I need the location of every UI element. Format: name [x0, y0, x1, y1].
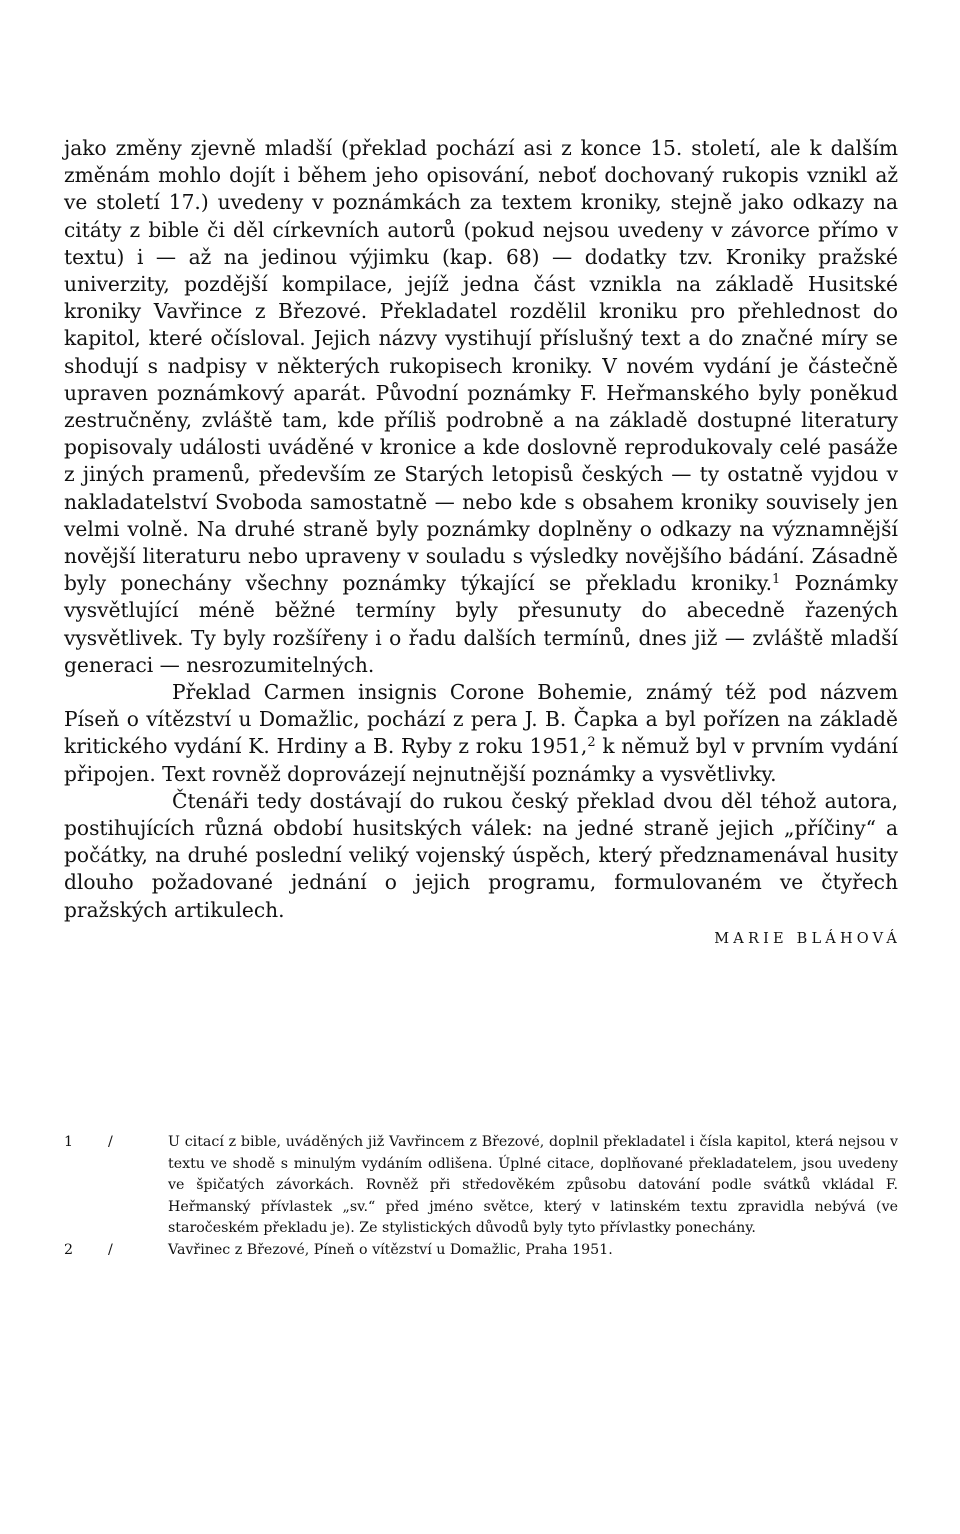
author-signature: MARIE BLÁHOVÁ — [714, 930, 901, 947]
main-text — [64, 135, 901, 953]
paragraph-1-text-a: jako změny zjevně mladší (překlad pochází asi z konce 15. století, ale k dalším změnám mohlo dojít i během jeho opisování, neboť dochovaný rukopis vznikl až ve století 17.) uvedeny v poznámkách za textem kroniky, stejně jako odkazy na citáty z bible či děl církevních autorů (pokud nejsou uvedeny v závorce přímo v textu) i — až na jedinou výjimku (kap. 68) — dodatky tzv. Kroniky pražské univerzity, pozdější kompilace, jejíž jedna část vznikla na základě Husitské kroniky Vavřince z Březové. Překladatel rozdělil kroniku pro přehlednost do kapitol, které očísloval. Jejich názvy vystihují příslušný text a do značné míry se shodují s nadpisy v některých rukopisech kroniky. V novém vydání je částečně upraven poznámkový aparát. Původní poznámky F. Heřmanského byly poněkud zestručněny, zvláště tam, kde příliš podrobně a na základě dostupné literatury popisovaly události uváděné v kronice a kde doslovně reprodukovaly celé pasáže z jiných pramenů, především ze Starých letopisů českých — ty ostatně vyjdou v nakladatelství Svoboda samostatně — nebo kde s obsahem kroniky souvisely jen velmi volně. Na druhé straně byly poznámky doplněny o odkazy na významnější novější literaturu nebo upraveny v souladu s výsledky novějšího bádání. Zásadně byly ponechány všechny poznámky týkající se překladu kroniky. — [64, 136, 898, 596]
footnote-reference-2: 2 — [587, 735, 596, 751]
paragraph-1-text-b: Poznámky vysvětlující méně běžné termíny byly přesunuty do abecedně řazených vysvětlivek. Ty byly rozšířeny i o řadu dalších termínů, dnes již — zvláště mladší generaci — nesrozumitelných. — [64, 571, 898, 677]
paragraph-1 — [64, 135, 898, 679]
footnote-separator: / — [108, 1241, 113, 1258]
paragraph-2-text-a: Překlad Carmen insignis Corone Bohemie, známý též pod názvem Píseň o vítězství u Domažlic, pochází z pera J. B. Čapka a byl pořízen na základě kritického vydání K. Hrdiny a B. Ryby z roku 1951, — [64, 680, 898, 759]
footnote-text: Vavřinec z Březové, Píneň o vítězství u Domažlic, Praha 1951. — [168, 1241, 613, 1258]
footnote-number: 1 — [64, 1134, 74, 1150]
paragraph-2-text-b: k němuž byl v prvním vydání připojen. Text rovněž doprovázejí nejnutnější poznámky a vysvětlivky. — [64, 734, 898, 786]
footnote-separator: / — [108, 1134, 113, 1150]
footnotes — [64, 1132, 898, 1262]
paragraph-2 — [64, 679, 898, 788]
paragraph-3: Čtenáři tedy dostávají do rukou český překlad dvou děl téhož autora, postihujících různá období husitských válek: na jedné straně jejich „příčiny“ a počátky, na druhé poslední veliký vojenský úspěch, který předznamenával husity dlouho požadované jednání o jejich programu, formulovaném ve čtyřech pražských artikulech. — [64, 788, 898, 922]
footnote — [64, 1132, 898, 1240]
footnote — [64, 1240, 898, 1262]
footnote-number: 2 — [64, 1241, 74, 1258]
footnote-text: U citací z bible, uváděných již Vavřincem z Březové, doplnil překladatel i čísla kapitol, která nejsou v textu ve shodě s minulým vydáním odlišena. Úplné citace, doplňované překladatelem, jsou uvedeny ve špičatých závorkách. Rovněž při středověkém způsobu datování podle svátků vkládal F. Heřmanský přívlastek „sv.“ před jméno světce, který v latinském textu zpravidla nebývá (ve staročeském překladu je). Ze stylistických důvodů byly tyto přívlastky ponechány. — [168, 1134, 898, 1237]
footnote-reference-1: 1 — [771, 572, 781, 588]
